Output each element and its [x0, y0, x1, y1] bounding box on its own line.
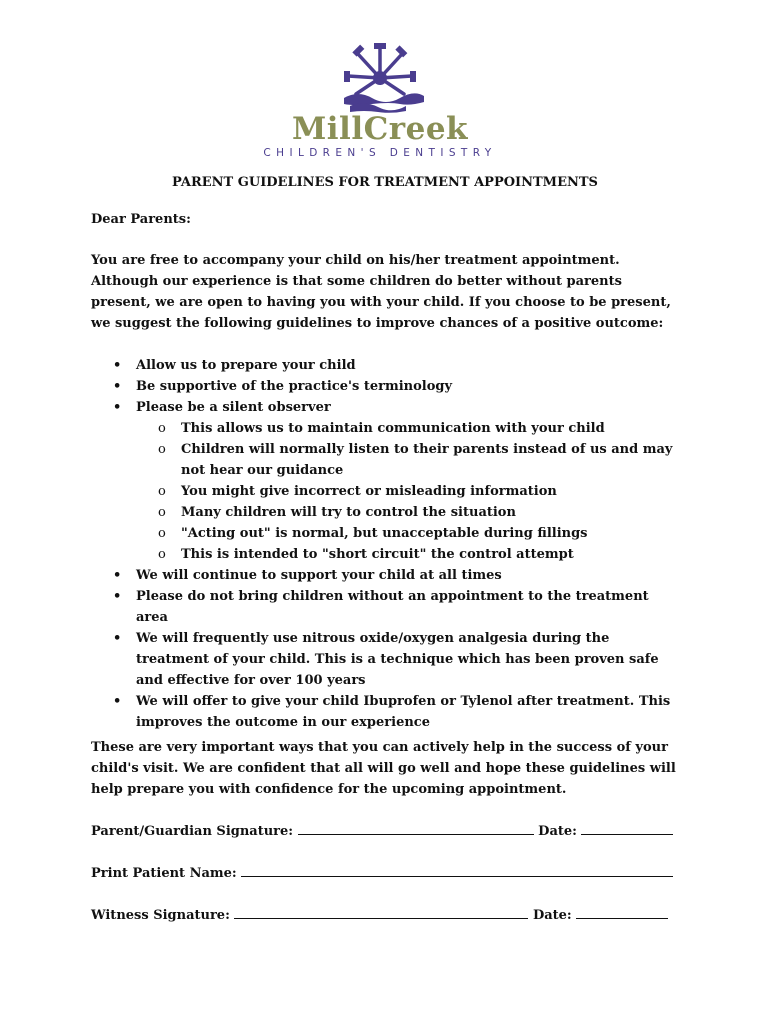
sub-list-item	[136, 523, 683, 544]
list-item-text: Please be a silent observer	[136, 400, 331, 415]
guidelines-list	[91, 355, 683, 733]
brand-tagline: CHILDREN'S DENTISTRY	[263, 147, 497, 159]
sub-list-item	[136, 481, 683, 502]
millcreek-logo	[262, 42, 498, 162]
sub-list	[136, 418, 683, 565]
list-item-text: We will frequently use nitrous oxide/oxygen analgesia during the treatment of your child. This is a technique which has been proven safe and effective for over 100 years	[136, 631, 659, 688]
patient-name-row	[91, 864, 673, 883]
list-item	[91, 586, 683, 628]
list-item-text: Please do not bring children without an appointment to the treatment area	[136, 589, 649, 625]
witness-date-field[interactable]	[576, 906, 668, 919]
closing-paragraph: These are very important ways that you can actively help in the success of your child's visit. We are confident that all will go well and hope these guidelines will help prepare you with confidence for the upcoming appointment.	[91, 740, 676, 797]
patient-name-field[interactable]	[241, 864, 673, 877]
sub-list-item-text: You might give incorrect or misleading information	[181, 484, 557, 499]
parent-signature-field[interactable]	[298, 822, 534, 835]
sub-list-item	[136, 418, 683, 439]
sub-list-item	[136, 544, 683, 565]
list-item-text: Be supportive of the practice's terminology	[136, 379, 453, 394]
toothbrush-sunburst-wave-icon	[336, 42, 426, 122]
greeting: Dear Parents:	[91, 212, 191, 227]
parent-date-field[interactable]	[581, 822, 673, 835]
intro-paragraph: You are free to accompany your child on his/her treatment appointment. Although our experience is that some children do better without parents present, we are open to having you with your child. If you choose to be present, we suggest the following guidelines to improve chances of a positive outcome:	[91, 253, 671, 331]
witness-signature-row	[91, 906, 668, 925]
sub-list-item	[136, 502, 683, 523]
parent-signature-label: Parent/Guardian Signature:	[91, 824, 294, 839]
patient-name-label: Print Patient Name:	[91, 866, 237, 881]
sub-list-item-text: Children will normally listen to their parents instead of us and may not hear our guidance	[181, 442, 673, 478]
sub-list-item-text: This is intended to "short circuit" the control attempt	[181, 547, 574, 562]
parent-signature-row	[91, 822, 673, 841]
list-item	[91, 628, 683, 691]
list-item	[91, 376, 683, 397]
document-title: PARENT GUIDELINES FOR TREATMENT APPOINTMENTS	[172, 175, 598, 190]
list-item	[91, 691, 683, 733]
witness-date-label: Date:	[532, 908, 572, 923]
list-item-text: We will offer to give your child Ibuprofen or Tylenol after treatment. This improves the outcome in our experience	[136, 694, 671, 730]
witness-signature-field[interactable]	[234, 906, 528, 919]
list-item	[91, 565, 683, 586]
list-item-text: We will continue to support your child at all times	[136, 568, 502, 583]
brand-name: MillCreek	[291, 111, 469, 147]
list-item	[91, 397, 683, 565]
parent-date-label: Date:	[538, 824, 577, 839]
list-item-text: Allow us to prepare your child	[136, 358, 356, 373]
sub-list-item-text: Many children will try to control the situation	[181, 505, 516, 520]
sub-list-item-text: This allows us to maintain communication with your child	[181, 421, 605, 436]
witness-signature-label: Witness Signature:	[91, 908, 230, 923]
list-item	[91, 355, 683, 376]
sub-list-item	[136, 439, 683, 481]
sub-list-item-text: "Acting out" is normal, but unacceptable during fillings	[181, 526, 588, 541]
